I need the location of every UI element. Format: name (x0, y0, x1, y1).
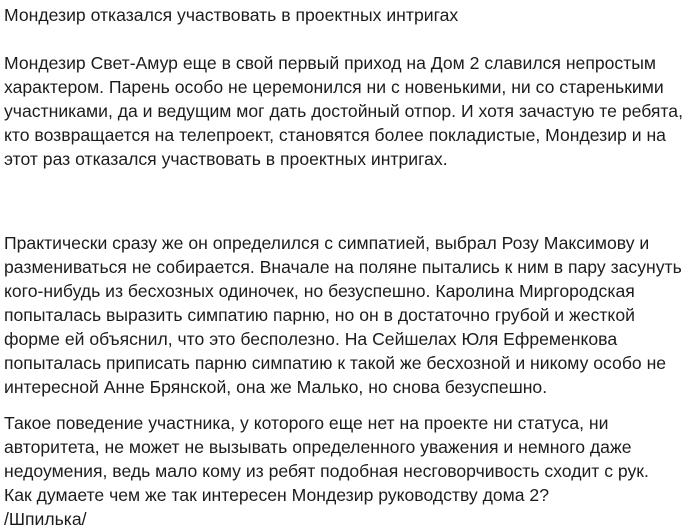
paragraph-line: Такое поведение участника, у которого еще нет на проекте ни статуса, ни (4, 413, 609, 433)
paragraph-line: кто возвращается на телепроект, становятся более покладистые, Мондезир и на (4, 125, 666, 145)
paragraph-line: Практически сразу же он определился с симпатией, выбрал Розу Максимову и (4, 233, 650, 253)
paragraph-line: этот раз отказался участвовать в проектных интригах. (4, 149, 448, 169)
paragraph-line: кого-нибудь из бесхозных одиночек, но безуспешно. Каролина Миргородская (4, 281, 635, 301)
paragraph-line: характером. Парень особо не церемонился ни с новенькими, ни со старенькими (4, 77, 664, 97)
paragraph-line: попыталась выразить симпатию парню, но он в достаточно грубой и жесткой (4, 305, 635, 325)
paragraph-line: интересной Анне Брянской, она же Малько, но снова безуспешно. (4, 377, 548, 397)
paragraph-line: форме ей объяснил, что это бесполезно. На Сейшелах Юля Ефременкова (4, 329, 618, 349)
paragraph-3 (4, 411, 649, 507)
paragraph-line: размениваться не собирается. Вначале на поляне пытались к ним в пару засунуть (4, 257, 682, 277)
paragraph-line: недоумения, ведь мало кому из ребят подобная несговорчивость сходит с рук. (4, 461, 649, 481)
paragraph-line: Как думаете чем же так интересен Мондезир руководству дома 2? (4, 485, 550, 505)
paragraph-2 (4, 231, 682, 399)
article-title: Мондезир отказался участвовать в проектных интригах (4, 5, 459, 25)
paragraph-line: авторитета, не может не вызывать определенного уважения и немного даже (4, 437, 632, 457)
paragraph-1 (4, 51, 683, 171)
paragraph-line: попыталась приписать парню симпатию к такой же бесхозной и никому особо не (4, 353, 667, 373)
paragraph-line: участниками, да и ведущим мог дать достойный отпор. И хотя зачастую те ребята, (4, 101, 683, 121)
article-signature: /Шпилька/ (4, 509, 87, 529)
paragraph-line: Мондезир Свет-Амур еще в свой первый приход на Дом 2 славился непростым (4, 53, 657, 73)
